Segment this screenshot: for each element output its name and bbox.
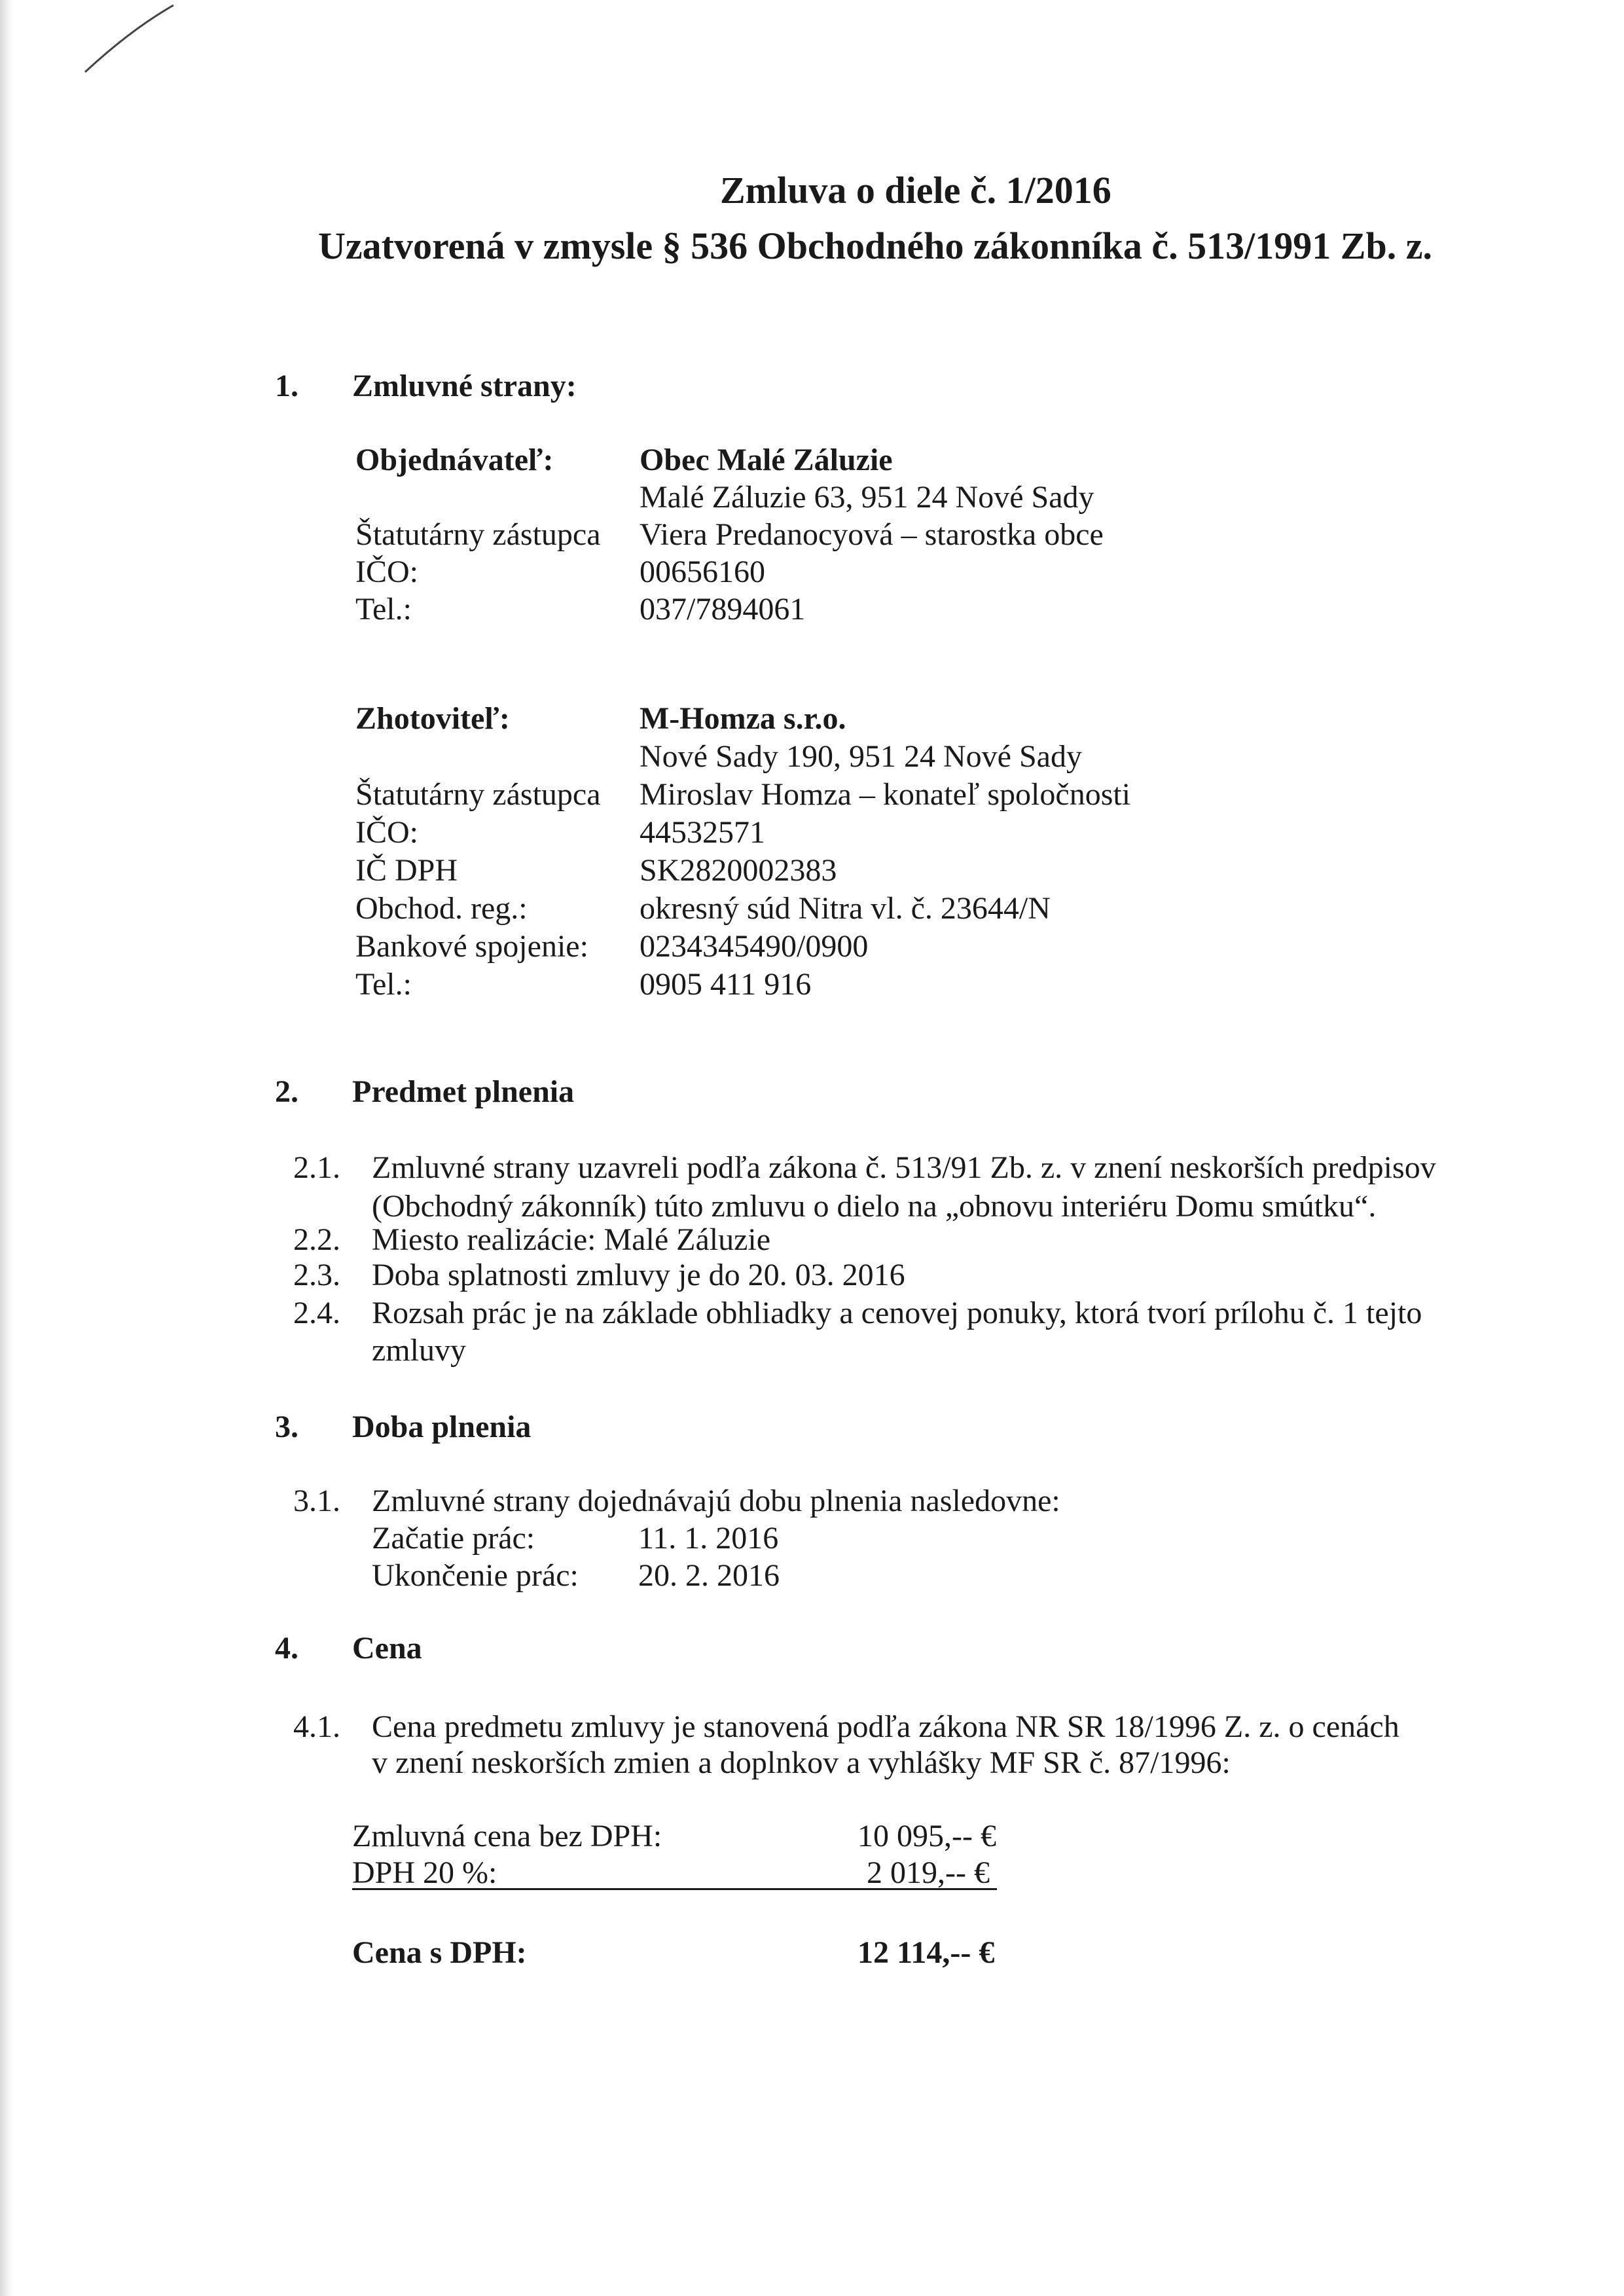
- sum-underline: [352, 1888, 997, 1890]
- section-2-heading: Predmet plnenia: [352, 1074, 575, 1109]
- section-4-heading: Cena: [352, 1631, 422, 1666]
- clause-2-2-text: Miesto realizácie: Malé Záluzie: [372, 1222, 771, 1257]
- vat-value: 2 019,-- €: [867, 1855, 990, 1890]
- clause-2-2-number: 2.2.: [293, 1222, 340, 1257]
- end-value: 20. 2. 2016: [638, 1558, 780, 1593]
- clause-3-1-text: Zmluvné strany dojednávajú dobu plnenia nasledovne:: [372, 1484, 1060, 1518]
- section-3-number: 3.: [275, 1410, 298, 1444]
- section-4-number: 4.: [275, 1631, 298, 1666]
- start-label: Začatie prác:: [372, 1521, 535, 1556]
- zhotovitel-tel-value: 0905 411 916: [640, 967, 812, 1002]
- objednavatel-address: Malé Záluzie 63, 951 24 Nové Sady: [640, 480, 1094, 515]
- zhotovitel-name: M-Homza s.r.o.: [640, 701, 846, 736]
- clause-2-3-number: 2.3.: [293, 1258, 340, 1292]
- end-label: Ukončenie prác:: [372, 1558, 579, 1593]
- clause-2-3-text: Doba splatnosti zmluvy je do 20. 03. 2016: [372, 1258, 905, 1292]
- total-value: 12 114,-- €: [857, 1935, 995, 1970]
- objednavatel-tel-label: Tel.:: [355, 592, 412, 627]
- clause-4-1-number: 4.1.: [293, 1709, 340, 1744]
- zhotovitel-reg-label: Obchod. reg.:: [355, 891, 528, 926]
- objednavatel-role: Objednávateľ:: [355, 443, 554, 477]
- zhotovitel-rep-label: Štatutárny zástupca: [355, 777, 601, 812]
- total-label: Cena s DPH:: [352, 1935, 527, 1970]
- clause-4-1-line-2: v znení neskorších zmien a doplnkov a vyhlášky MF SR č. 87/1996:: [372, 1745, 1231, 1780]
- clause-2-4-line-1: Rozsah prác je na základe obhliadky a cenovej ponuky, ktorá tvorí prílohu č. 1 tejto: [372, 1296, 1422, 1330]
- zhotovitel-bank-value: 0234345490/0900: [640, 929, 869, 964]
- objednavatel-name: Obec Malé Záluzie: [640, 443, 893, 477]
- clause-3-1-number: 3.1.: [293, 1484, 340, 1518]
- vat-label: DPH 20 %:: [352, 1855, 497, 1890]
- zhotovitel-reg-value: okresný súd Nitra vl. č. 23644/N: [640, 891, 1051, 926]
- zhotovitel-rep-value: Miroslav Homza – konateľ spoločnosti: [640, 777, 1131, 812]
- objednavatel-ico-value: 00656160: [640, 555, 765, 589]
- zhotovitel-dph-label: IČ DPH: [355, 853, 458, 888]
- objednavatel-rep-label: Štatutárny zástupca: [355, 517, 601, 552]
- zhotovitel-address: Nové Sady 190, 951 24 Nové Sady: [640, 739, 1082, 774]
- objednavatel-ico-label: IČO:: [355, 555, 418, 589]
- zhotovitel-role: Zhotoviteľ:: [355, 701, 510, 736]
- pen-stroke-mark: [79, 0, 177, 79]
- document-subtitle: Uzatvorená v zmysle § 536 Obchodného zákonníka č. 513/1991 Zb. z.: [318, 225, 1432, 267]
- zhotovitel-ico-value: 44532571: [640, 815, 765, 850]
- section-2-number: 2.: [275, 1074, 298, 1109]
- zhotovitel-dph-value: SK2820002383: [640, 853, 837, 888]
- price-label: Zmluvná cena bez DPH:: [352, 1819, 662, 1853]
- clause-2-4-number: 2.4.: [293, 1296, 340, 1330]
- price-value: 10 095,-- €: [857, 1819, 996, 1853]
- clause-2-1-line-1: Zmluvné strany uzavreli podľa zákona č. 513/91 Zb. z. v znení neskorších predpisov: [372, 1150, 1436, 1185]
- zhotovitel-ico-label: IČO:: [355, 815, 418, 850]
- zhotovitel-tel-label: Tel.:: [355, 967, 412, 1002]
- start-value: 11. 1. 2016: [638, 1521, 779, 1556]
- clause-2-1-number: 2.1.: [293, 1150, 340, 1185]
- section-1-heading: Zmluvné strany:: [352, 369, 577, 403]
- clause-2-4-line-2: zmluvy: [372, 1333, 466, 1368]
- document-title: Zmluva o diele č. 1/2016: [720, 169, 1111, 211]
- zhotovitel-bank-label: Bankové spojenie:: [355, 929, 588, 964]
- scan-left-edge-shadow: [0, 0, 14, 2296]
- objednavatel-rep-value: Viera Predanocyová – starostka obce: [640, 517, 1104, 552]
- section-1-number: 1.: [275, 369, 298, 403]
- clause-4-1-line-1: Cena predmetu zmluvy je stanovená podľa zákona NR SR 18/1996 Z. z. o cenách: [372, 1709, 1399, 1744]
- section-3-heading: Doba plnenia: [352, 1410, 532, 1444]
- clause-2-1-line-2: (Obchodný zákonník) túto zmluvu o dielo na „obnovu interiéru Domu smútku“.: [372, 1189, 1377, 1224]
- objednavatel-tel-value: 037/7894061: [640, 592, 806, 627]
